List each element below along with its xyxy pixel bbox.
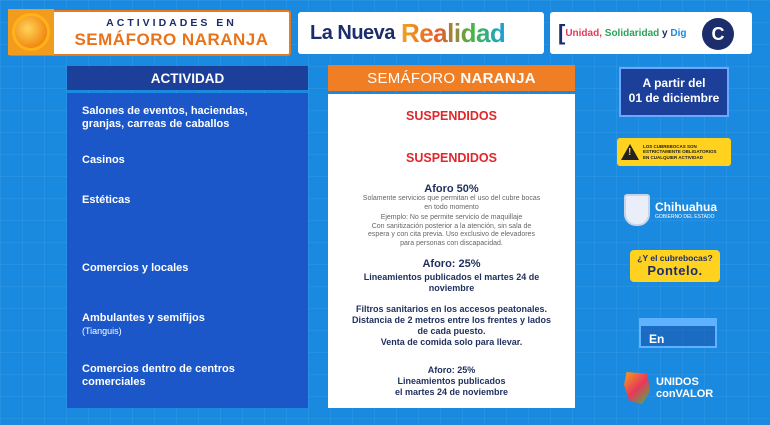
status-detail: Venta de comida solo para llevar. [380,337,523,347]
status-suspended: SUSPENDIDOS [406,151,497,165]
tagline-dig: Dig [670,27,687,39]
en-casa-text: En [649,332,665,346]
tagline [565,28,686,39]
status-suspended: SUSPENDIDOS [406,109,497,123]
campaign-title-banner [8,10,291,56]
en-casa-logo [639,318,717,348]
status-column-header [328,65,575,91]
warning-line: LOS CUBREBOCAS SON [643,143,697,149]
unidos-line1: UNIDOS [656,376,699,388]
mask-warning-badge [617,138,731,166]
activity-sublabel: (Tianguis) [82,326,122,336]
sun-logo [8,9,54,55]
status-detail: Ejemplo: No se permite servicio de maquillaje [380,214,523,221]
tagline-banner [550,12,752,54]
status-detail: en todo momento [424,203,479,211]
logo-text-realidad: Realidad [400,17,506,48]
gov-name: Chihuahua [655,200,717,214]
status-detail: Distancia de 2 metros entre los frentes y lados [351,315,552,325]
status-detail: espera y con cita previa. Uso exclusivo de elevadores [368,231,535,238]
status-comercios [328,258,575,294]
activity-list [67,93,308,408]
banner-line1: ACTIVIDADES EN [106,16,237,29]
tagline-unidad: Unidad, [565,27,602,39]
tagline-y: y [662,27,668,39]
activity-item: Comercios dentro de centros comerciales [82,363,235,388]
warning-line: EN CUALQUIER ACTIVIDAD [643,154,703,160]
status-esteticas [328,183,575,248]
status-detail: noviembre [428,283,475,293]
status-detail: Aforo: 25% [427,365,476,375]
activity-item [82,312,205,338]
date-line1: A partir del [642,76,706,90]
unidos-con-valor-logo [624,368,732,408]
activity-item: Comercios y locales [82,262,189,274]
status-detail: Con sanitización posterior a la atención, sin sala de [371,222,532,230]
activity-item: Casinos [82,154,125,166]
status-detail: Lineamientos publicados [397,376,506,386]
status-title: Aforo 50% [424,183,479,195]
status-list [328,94,575,408]
activity-column-header: ACTIVIDAD [67,66,308,90]
warning-line: ESTRICTAMENTE OBLIGATORIOS [643,149,717,155]
status-ambulantes [328,304,575,348]
channel-logo-icon: C [702,18,734,50]
status-detail: Filtros sanitarios en los accesos peatonales. [355,304,548,314]
status-header-a: SEMÁFORO [367,69,456,87]
activity-item: Salones de eventos, haciendas, granjas, carreas de caballos [82,105,248,130]
tagline-solidaridad: Solidaridad [604,27,660,39]
status-header-b: NARANJA [460,69,536,87]
nueva-realidad-logo [298,12,544,54]
warning-icon: ! [621,144,639,160]
warning-text [643,144,717,161]
cubre-answer: Pontelo. [647,263,703,278]
unidos-line2: conVALOR [656,388,714,400]
chihuahua-government-logo [624,190,732,230]
mask-campaign-badge [630,250,720,282]
status-detail: Lineamientos publicados el martes 24 de [363,272,540,282]
gov-subtitle: GOBIERNO DEL ESTADO [655,214,715,220]
date-line2: 01 de diciembre [628,91,720,105]
effective-date-box [619,67,729,117]
shield-icon [624,194,650,226]
logo-text-la-nueva: La Nueva [310,21,395,44]
bracket-glyph: [ [558,20,566,45]
status-detail: de cada puesto. [417,326,486,336]
state-map-icon [624,372,650,404]
status-detail: para personas con discapacidad. [400,239,503,247]
activity-label: Ambulantes y semifijos [82,312,205,324]
activity-item: Estéticas [82,194,131,206]
status-detail: el martes 24 de noviembre [394,387,509,397]
status-title: Aforo: 25% [422,258,481,270]
banner-line2: SEMÁFORO NARANJA [74,29,269,49]
status-detail: Solamente servicios que permitan el uso del cubre bocas [362,195,541,202]
status-centros-comerciales [328,365,575,398]
sun-icon [15,16,47,48]
cubre-question: ¿Y el cubrebocas? [637,253,713,263]
